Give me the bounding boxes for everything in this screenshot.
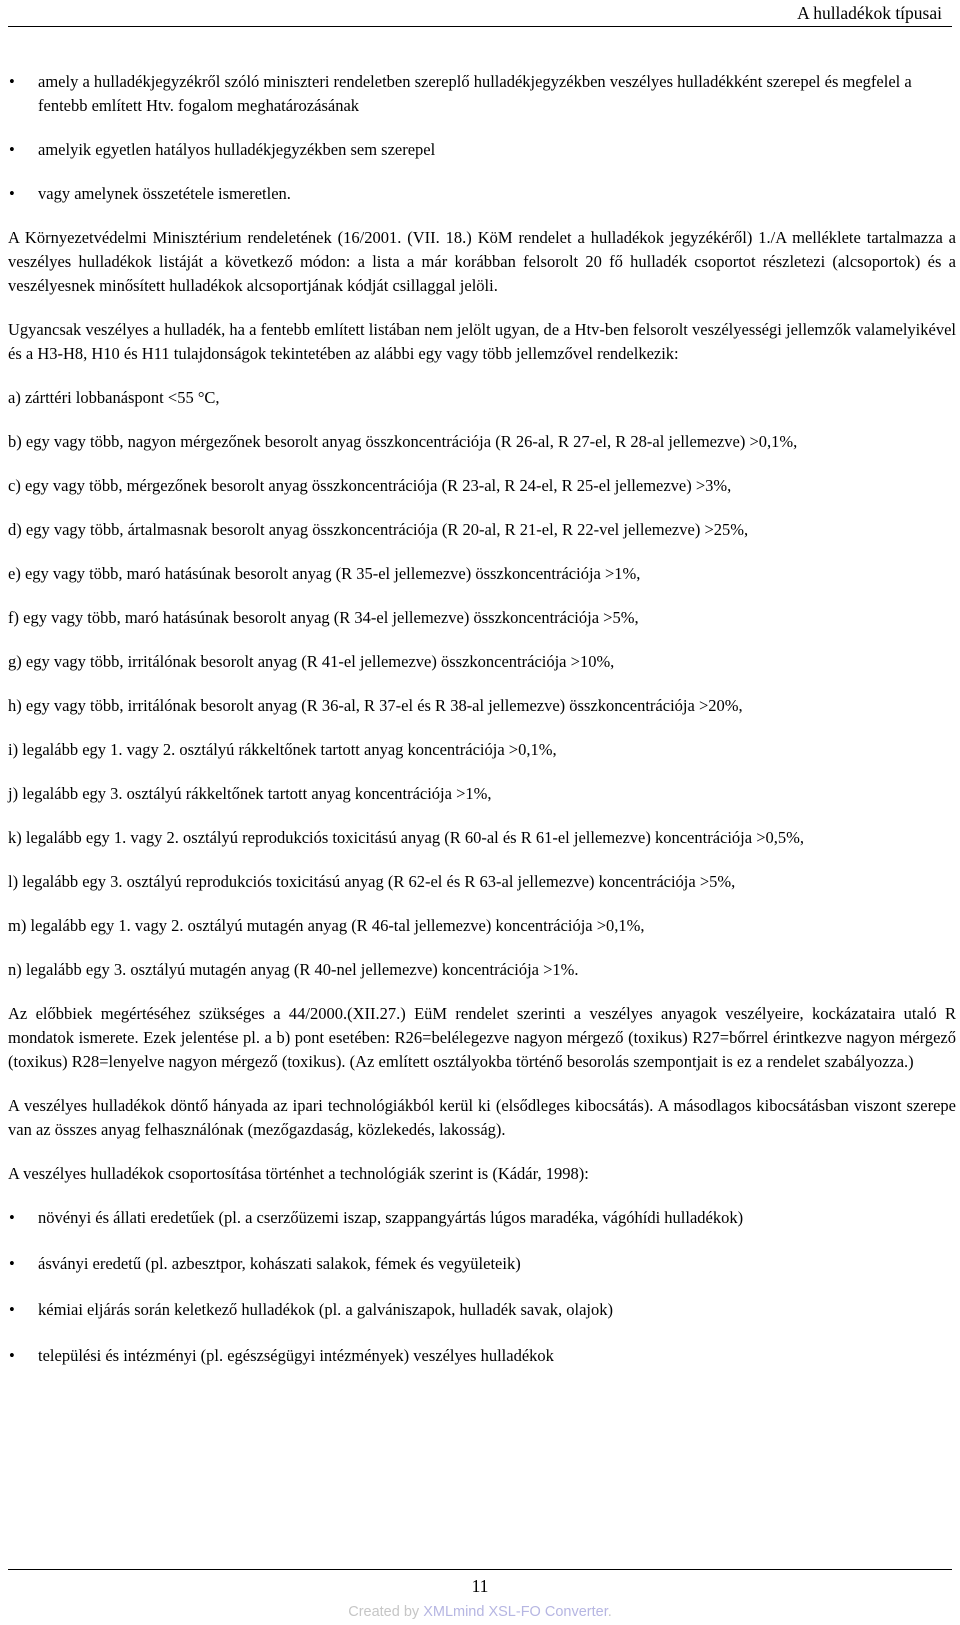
- page-content: [8, 70, 956, 1390]
- list-item: [8, 182, 956, 206]
- criteria-item: i) legalább egy 1. vagy 2. osztályú rákkeltőnek tartott anyag koncentrációja >0,1%,: [8, 740, 557, 759]
- paragraph-regulation: A Környezetvédelmi Minisztérium rendeletének (16/2001. (VII. 18.) KöM rendelet a hulladékok jegyzékéről) 1./A melléklete tartalmazza a veszélyes hulladékok listáját a következő módon: a lista a már korábban felsorolt 20 fő hulladék csoportot részletezi (alcsoportok) és a veszélyesnek minősített hulladékok alcsoportjának kódját csillaggal jelöli.: [8, 228, 956, 295]
- top-bullet-list: [8, 70, 956, 206]
- criteria-item: l) legalább egy 3. osztályú reprodukciós toxicitású anyag (R 62-el és R 63-al jellemezve) koncentrációja >5%,: [8, 872, 736, 891]
- paragraph-r-phrases: Az előbbiek megértéséhez szükséges a 44/2000.(XII.27.) EüM rendelet szerinti a veszélyes anyagok veszélyeire, kockázataira utaló R mondatok ismerete. Ezek jelentése pl. a b) pont esetében: R26=belélegezve nagyon mérgező (toxikus) R27=bőrrel érintkezve nagyon mérgező (toxikus) R28=lenyelve nagyon mérgező (toxikus). (Az említett osztályokba történő besorolás szempontjait is ez a rendelet szabályozza.): [8, 1004, 956, 1071]
- list-item: [8, 1344, 956, 1368]
- list-item: [8, 1252, 956, 1276]
- criteria-item: j) legalább egy 3. osztályú rákkeltőnek tartott anyag koncentrációja >1%,: [8, 784, 492, 803]
- criteria-item: g) egy vagy több, irritálónak besorolt anyag (R 41-el jellemezve) összkoncentrációja >10%,: [8, 652, 615, 671]
- criteria-item: k) legalább egy 1. vagy 2. osztályú reprodukciós toxicitású anyag (R 60-al és R 61-el jellemezve) koncentrációja >0,5%,: [8, 828, 805, 847]
- list-item: [8, 1206, 956, 1230]
- criteria-item: a) zárttéri lobbanáspont <55 °C,: [8, 388, 220, 407]
- criteria-item: h) egy vagy több, irritálónak besorolt anyag (R 36-al, R 37-el és R 38-al jellemezve) összkoncentrációja >20%,: [8, 696, 743, 715]
- converter-credit: [0, 1600, 960, 1624]
- criteria-item: m) legalább egy 1. vagy 2. osztályú mutagén anyag (R 46-tal jellemezve) koncentrációja >0,1%,: [8, 916, 645, 935]
- credit-suffix: .: [607, 1604, 612, 1620]
- list-item-text: amely a hulladékjegyzékről szóló miniszteri rendeletben szereplő hulladékjegyzékben veszélyes hulladékként szerepel és megfelel a fentebb említett Htv. fogalom meghatározásának: [38, 72, 912, 115]
- bullet-icon: •: [9, 1254, 15, 1273]
- list-item-text: települési és intézményi (pl. egészségügyi intézmények) veszélyes hulladékok: [38, 1346, 554, 1365]
- bullet-icon: •: [9, 1208, 15, 1227]
- running-header: [8, 0, 952, 27]
- list-item-text: kémiai eljárás során keletkező hulladékok (pl. a galvániszapok, hulladék savak, olajok): [38, 1300, 614, 1319]
- bullet-icon: •: [9, 72, 15, 91]
- criteria-item: n) legalább egy 3. osztályú mutagén anyag (R 40-nel jellemezve) koncentrációja >1%.: [8, 960, 579, 979]
- list-item: [8, 138, 956, 162]
- list-item: [8, 1298, 956, 1322]
- criteria-item: b) egy vagy több, nagyon mérgezőnek besorolt anyag összkoncentrációja (R 26-al, R 27-el, R 28-al jellemezve) >0,1%,: [8, 432, 798, 451]
- criteria-item: c) egy vagy több, mérgezőnek besorolt anyag összkoncentrációja (R 23-al, R 24-el, R 25-el jellemezve) >3%,: [8, 476, 732, 495]
- credit-brand-link[interactable]: XMLmind XSL-FO Converter: [423, 1604, 608, 1620]
- header-title: A hulladékok típusai: [797, 3, 942, 23]
- criteria-item: f) egy vagy több, maró hatásúnak besorolt anyag (R 34-el jellemezve) összkoncentrációja >5%,: [8, 608, 639, 627]
- page-number: 11: [471, 1576, 489, 1596]
- criteria-item: d) egy vagy több, ártalmasnak besorolt anyag összkoncentrációja (R 20-al, R 21-el, R 22-vel jellemezve) >25%,: [8, 520, 749, 539]
- bullet-icon: •: [9, 1300, 15, 1319]
- list-item-text: növényi és állati eredetűek (pl. a cserzőüzemi iszap, szappangyártás lúgos maradéka, vágóhídi hulladékok): [38, 1208, 744, 1227]
- bullet-icon: •: [9, 140, 15, 159]
- paragraph-hazard-criteria-intro: Ugyancsak veszélyes a hulladék, ha a fentebb említett listában nem jelölt ugyan, de a Htv-ben felsorolt veszélyességi jellemzők valamelyikével és a H3-H8, H10 és H11 tulajdonságok tekintetében az alábbi egy vagy több jellemzővel rendelkezik:: [8, 320, 956, 363]
- paragraph-emission-sources: A veszélyes hulladékok döntő hányada az ipari technológiákból kerül ki (elsődleges kibocsátás). A másodlagos kibocsátásban viszont szerepe van az összes anyag felhasználónak (mezőgazdaság, közlekedés, lakosság).: [8, 1096, 956, 1139]
- footer-divider: [8, 1569, 952, 1570]
- criteria-item: e) egy vagy több, maró hatásúnak besorolt anyag (R 35-el jellemezve) összkoncentrációja >1%,: [8, 564, 641, 583]
- list-item: [8, 70, 956, 118]
- bullet-icon: •: [9, 1346, 15, 1365]
- grouping-bullet-list: [8, 1206, 956, 1368]
- credit-prefix: Created by: [348, 1604, 424, 1620]
- list-item-text: amelyik egyetlen hatályos hulladékjegyzékben sem szerepel: [38, 140, 436, 159]
- criteria-list: [8, 386, 956, 982]
- list-item-text: vagy amelynek összetétele ismeretlen.: [38, 184, 291, 203]
- list-item-text: ásványi eredetű (pl. azbesztpor, kohászati salakok, fémek és vegyületeik): [38, 1254, 521, 1273]
- bullet-icon: •: [9, 184, 15, 203]
- paragraph-grouping-intro: A veszélyes hulladékok csoportosítása történhet a technológiák szerint is (Kádár, 1998):: [8, 1164, 589, 1183]
